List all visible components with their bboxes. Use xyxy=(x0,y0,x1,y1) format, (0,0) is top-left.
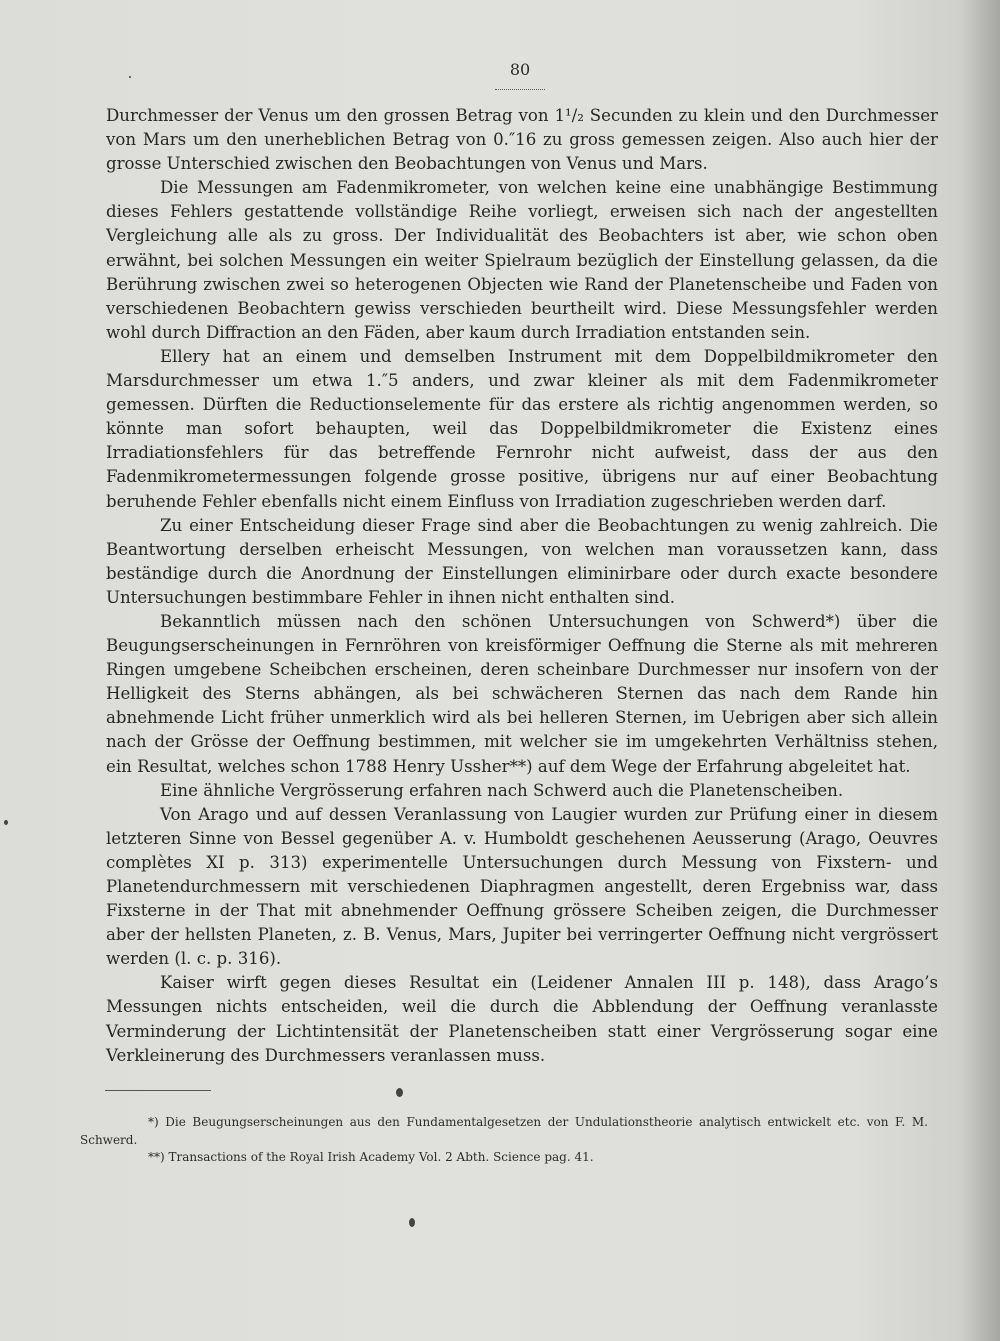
footnote-separator xyxy=(105,1090,211,1091)
page-number: 80 xyxy=(509,60,531,79)
footnote: *) Die Beugungserscheinungen aus den Fundamentalgesetzen der Undulationstheorie analytisch entwickelt etc. von F. M. Schwerd. xyxy=(80,1115,928,1147)
page-number-ornament xyxy=(495,85,545,90)
paragraph: Von Arago und auf dessen Veranlassung von Laugier wurden zur Prüfung einer in diesem letzteren Sinne von Bessel gegenüber A. v. Humboldt geschehenen Aeusserung (Arago, Oeuvres complètes XI p. 313) experimentelle Untersuchungen durch Messung von Fixstern- und Planetendurchmessern mit verschiedenen Diaphragmen angestellt, deren Ergebniss war, dass Fixsterne in der That mit abnehmender Oeffnung grössere Scheiben zeigen, die Durchmesser aber der hellsten Planeten, z. B. Venus, Mars, Jupiter bei verringerter Oeffnung nicht vergrössert werden (l. c. p. 316). xyxy=(106,804,938,969)
paragraph: Durchmesser der Venus um den grossen Betrag von 1¹/₂ Secunden zu klein und den Durchmesser von Mars um den unerheblichen Betrag von 0.″16 zu gross gemessen zeigen. Also auch hier der grosse Unterschied zwischen den Beobachtungen von Venus und Mars. xyxy=(106,106,938,174)
footnotes xyxy=(80,1114,928,1167)
paragraph: Ellery hat an einem und demselben Instrument mit dem Doppelbildmikrometer den Marsdurchmesser um etwa 1.″5 anders, und zwar kleiner als mit dem Fadenmikrometer gemessen. Dürften die Reductionselemente für das erstere als richtig angenommen werden, so könnte man sofort behaupten, weil das Doppelbildmikrometer die Existenz eines Irradiationsfehlers für das betreffende Fernrohr nicht aufweist, dass der aus den Fadenmikrometermessungen folgende grosse positive, übrigens nur auf einer Beobachtung beruhende Fehler ebenfalls nicht einem Einfluss von Irradiation zugeschrieben werden darf. xyxy=(106,346,938,511)
paragraph: Bekanntlich müssen nach den schönen Untersuchungen von Schwerd*) über die Beugungserscheinungen in Fernröhren von kreisförmiger Oeffnung die Sterne als mit mehreren Ringen umgebene Scheibchen erscheinen, deren scheinbare Durchmesser nur insofern von der Helligkeit des Sterns abhängen, als bei schwächeren Sternen das nach dem Rande hin abnehmende Licht früher unmerklich wird als bei helleren Sternen, im Uebrigen aber sich allein nach der Grösse der Oeffnung bestimmen, mit welcher sie im umgekehrten Verhältniss stehen, ein Resultat, welches schon 1788 Henry Ussher**) auf dem Wege der Erfahrung abgeleitet hat. xyxy=(106,611,938,776)
paragraph: Zu einer Entscheidung dieser Frage sind aber die Beobachtungen zu wenig zahlreich. Die Beantwortung derselben erheischt Messungen, von welchen man voraussetzen kann, dass beständige durch die Anordnung der Einstellungen eliminirbare oder durch exacte besondere Untersuchungen bestimmbare Fehler in ihnen nicht enthalten sind. xyxy=(106,515,938,607)
ink-speck xyxy=(409,1218,415,1227)
page-edge-shadow xyxy=(960,0,1000,1341)
footnote: **) Transactions of the Royal Irish Academy Vol. 2 Abth. Science pag. 41. xyxy=(148,1150,594,1164)
ink-speck xyxy=(4,820,8,825)
paragraph: Kaiser wirft gegen dieses Resultat ein (Leidener Annalen III p. 148), dass Arago’s Messungen nichts entscheiden, weil die durch die Abblendung der Oeffnung veranlasste Verminderung der Lichtintensität der Planetenscheiben statt einer Vergrösserung sogar eine Verkleinerung des Durchmessers veranlassen muss. xyxy=(106,973,938,1065)
ink-speck xyxy=(396,1088,403,1097)
paragraph: Eine ähnliche Vergrösserung erfahren nach Schwerd auch die Planetenscheiben. xyxy=(160,780,844,800)
paragraph: Die Messungen am Fadenmikrometer, von welchen keine eine unabhängige Bestimmung dieses Fehlers gestattende vollständige Reihe vorliegt, erweisen sich nach der angestellten Vergleichung alle als zu gross. Der Individualität des Beobachters ist aber, wie schon oben erwähnt, bei solchen Messungen ein weiter Spielraum bezüglich der Einstellung gelassen, da die Berührung zwischen zwei so heterogenen Objecten wie Rand der Planetenscheibe und Faden von verschiedenen Beobachtern gewiss verschieden beurtheilt wird. Diese Messungsfehler werden wohl durch Diffraction an den Fäden, aber kaum durch Irradiation entstanden sein. xyxy=(106,178,938,342)
ink-speck xyxy=(129,76,131,78)
body-text xyxy=(106,104,938,1068)
